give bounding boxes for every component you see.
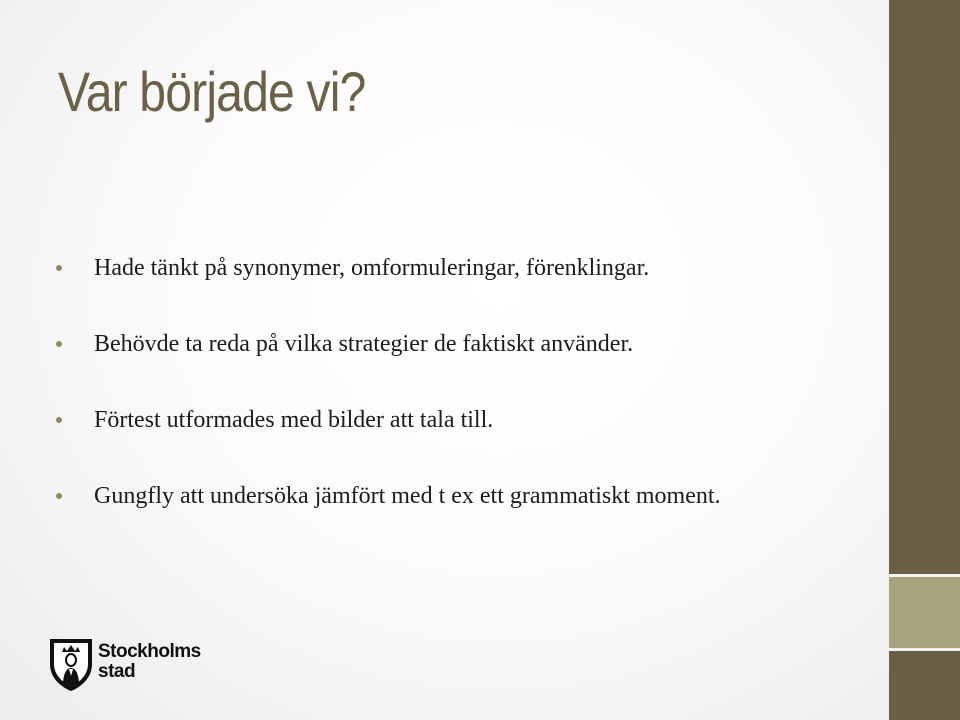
bullet-item bbox=[56, 328, 721, 404]
bullet-marker-icon bbox=[56, 265, 62, 271]
logo-wordmark bbox=[98, 642, 201, 682]
side-band-middle bbox=[889, 577, 960, 648]
bullet-text: Hade tänkt på synonymer, omformuleringar, förenklingar. bbox=[94, 255, 650, 281]
bullet-marker-icon bbox=[56, 341, 62, 347]
bullet-item bbox=[56, 252, 721, 328]
stockholms-stad-logo bbox=[48, 636, 218, 694]
stockholm-crest-icon bbox=[48, 636, 94, 692]
logo-line-2: stad bbox=[98, 661, 136, 682]
bullet-marker-icon bbox=[56, 417, 62, 423]
side-band-bottom bbox=[889, 651, 960, 720]
bullet-text: Behövde ta reda på vilka strategier de faktiskt använder. bbox=[94, 331, 634, 357]
slide-title: Var började vi? bbox=[58, 60, 366, 123]
bullet-item bbox=[56, 480, 721, 556]
logo-line-1: Stockholms bbox=[98, 641, 201, 662]
bullet-text: Förtest utformades med bilder att tala till. bbox=[94, 407, 494, 433]
side-band-top bbox=[889, 0, 960, 574]
bullet-text: Gungfly att undersöka jämfört med t ex ett grammatiskt moment. bbox=[94, 483, 721, 509]
bullet-item bbox=[56, 404, 721, 480]
bullet-marker-icon bbox=[56, 493, 62, 499]
bullet-list bbox=[56, 252, 721, 556]
